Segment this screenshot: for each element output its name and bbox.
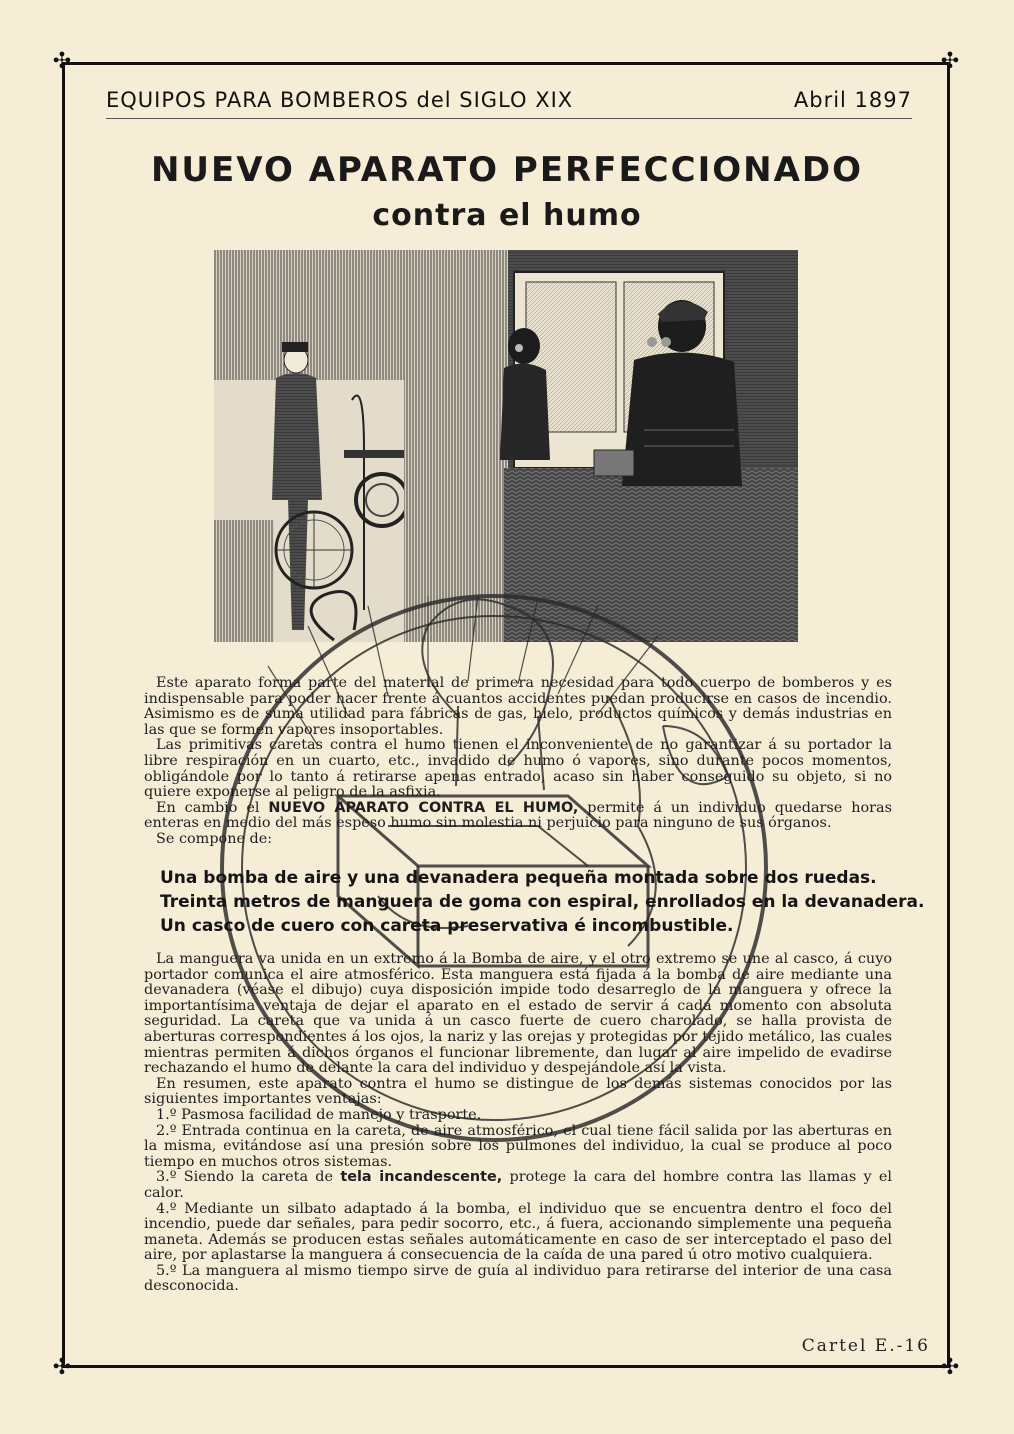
page-title: NUEVO APARATO PERFECCIONADO [150, 150, 864, 190]
p3-strong: NUEVO APARATO CONTRA EL HUMO, [268, 799, 579, 816]
p3-before: En cambio el [156, 799, 269, 816]
advantage-number: 5.º [156, 1262, 177, 1279]
advantage-text: Mediante un silbato adaptado á la bomba, el individuo que se encuentra dentro el foco del incendio, puede dar señales, para pedir socorro, etc., á fuera, accionando simplemente una pequeña maneta. Además se producen estas señales automáticamente en caso de ser interceptado el paso del aire, por aplastarse la manguera á consecuencia de la caída de una pared ú otro motivo cualquiera. [144, 1200, 892, 1264]
paragraph-3 [144, 801, 892, 832]
poster-number: Cartel E.-16 [801, 1336, 930, 1356]
p3-after: permite á un individuo quedarse horas enteras en medio del más espeso humo sin molestia ni perjuicio para ninguno de sus órganos. [144, 799, 892, 832]
advantage-item [144, 1108, 892, 1124]
body-paragraph: La manguera va unida en un extremo á la Bomba de aire, y el otro extremo se une al casco, á cuyo portador comunica el aire atmosférico. Esta manguera está fijada á la bomba de aire mediante una devanadera (véase el dibujo) cuya disposición impide todo desarreglo de la manguera y ofrece la importantísima ventaja de dejar el aparato en el estado de servir á cada momento con absoluta seguridad. La careta que va unida á un casco fuerte de cuero charolado, se halla provista de aberturas correspondientes á los ojos, la nariz y las orejas y protegidas por tejido metálico, las cuales mientras permiten á dichos órganos el funcionar libremente, dan lugar al aire impelido de evadirse rechazando el humo de delante la cara del individuo y despejándole así la vista. [144, 951, 892, 1077]
advantage-number: 1.º [156, 1106, 177, 1123]
intro-paragraph: Las primitivas caretas contra el humo tienen el inconveniente de no garantizar á su portador la libre respiración en un cuarto, etc., invadido de humo ó vapores, sino durante pocos momentos, obligándole por lo tanto á retirarse apenas entrado, acaso sin haber conseguido su objeto, si no quiere exponerse al peligro de la asfixia. [144, 737, 892, 801]
corner-ornament-icon: ✣ [52, 1355, 72, 1380]
advantage-number: 4.º [156, 1200, 177, 1217]
page-subtitle: contra el humo [372, 198, 642, 233]
advantage-number: 2.º [156, 1122, 177, 1139]
advantage-item [144, 1170, 892, 1201]
component-item: Treinta metros de manguera de goma con espiral, enrollados en la devanadera. [160, 892, 925, 912]
advantage-text: Entrada continua en la careta, de aire atmosférico, el cual tiene fácil salida por las aberturas en la misma, evitándose así una presión sobre los pulmones del individuo, la cual se produce al poco tiempo en muchos otros sistemas. [144, 1122, 892, 1170]
header-date: Abril 1897 [793, 88, 912, 112]
advantage-text: Pasmosa facilidad de manejo y trasporte. [181, 1106, 482, 1123]
intro-text [144, 676, 892, 848]
corner-ornament-icon: ✣ [940, 1355, 960, 1380]
corner-ornament-icon: ✣ [940, 49, 960, 74]
advantage-text: Siendo la careta de [183, 1169, 341, 1186]
body-text [144, 952, 892, 1295]
advantage-text: protege la cara del hombre contra las llamas y el calor. [144, 1169, 892, 1201]
body-paragraph: En resumen, este aparato contra el humo se distingue de los demás sistemas conocidos por las siguientes importantes ventajas: [144, 1075, 892, 1108]
corner-ornament-icon: ✣ [52, 49, 72, 74]
intro-paragraph: Este aparato forma parte del material de primera necesidad para todo cuerpo de bomberos y es indispensable para poder hacer frente á cuantos accidentes puedan producirse en casos de incendio. Asimismo es de suma utilidad para fábricas de gas, hielo, productos químicos y demás industrias en las que se formen vapores insoportables. [144, 675, 892, 738]
advantage-item [144, 1264, 892, 1295]
composed-intro: Se compone de: [156, 830, 273, 847]
page-header [106, 88, 912, 119]
component-item: Una bomba de aire y una devanadera pequeña montada sobre dos ruedas. [160, 868, 877, 888]
advantage-number: 3.º [156, 1169, 177, 1186]
header-title: EQUIPOS PARA BOMBEROS del SIGLO XIX [106, 88, 574, 112]
components-list [160, 866, 925, 938]
advantage-item [144, 1202, 892, 1264]
advantage-text: La manguera al mismo tiempo sirve de guía al individuo para retirarse del interior de una casa desconocida. [144, 1262, 892, 1295]
component-item: Un casco de cuero con careta preservativa é incombustible. [160, 916, 734, 936]
firefighters-engraving [214, 250, 798, 642]
advantage-strong: tela incandescente, [340, 1169, 503, 1186]
advantage-item [144, 1124, 892, 1171]
